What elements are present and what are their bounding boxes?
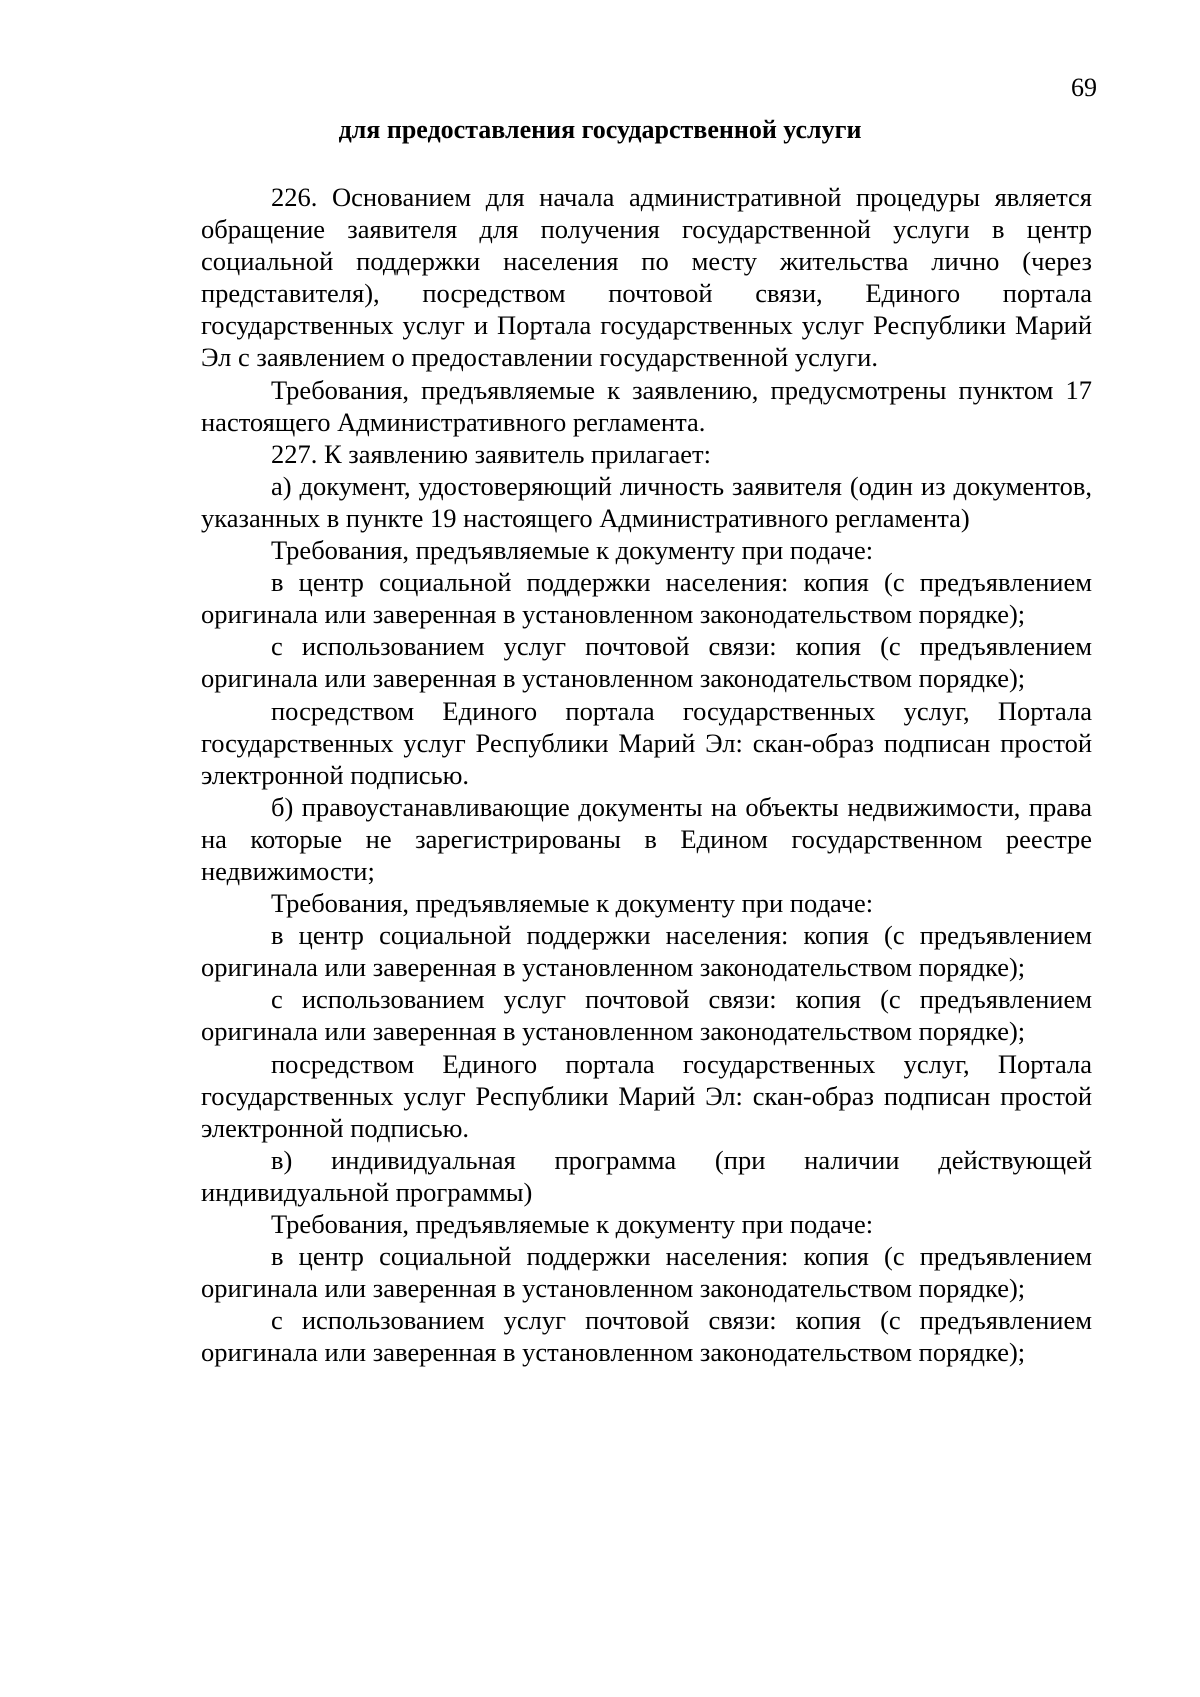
requirement-portal-b: посредством Единого портала государственных услуг, Портала государственных услуг Республики Марий Эл: скан-образ подписан простой электронной подписью. xyxy=(201,1048,1092,1143)
paragraph-227: 227. К заявлению заявитель прилагает: xyxy=(271,438,711,469)
paragraph-226: 226. Основанием для начала административной процедуры является обращение заявителя для получения государственной услуги в центр социальной поддержки населения по месту жительства лично (через представителя), посредством почтовой связи, Единого портала государственных услуг и Портала государственных услуг Республики Марий Эл с заявлением о предоставлении государственной услуги. xyxy=(201,182,1092,373)
requirement-center-b: в центр социальной поддержки населения: копия (с предъявлением оригинала или заверенная в установленном законодательством порядке); xyxy=(201,920,1092,983)
requirement-post-a: с использованием услуг почтовой связи: копия (с предъявлением оригинала или заверенная в установленном законодательством порядке); xyxy=(201,631,1092,694)
requirement-post-b: с использованием услуг почтовой связи: копия (с предъявлением оригинала или заверенная в установленном законодательством порядке); xyxy=(201,984,1092,1047)
page-number: 69 xyxy=(1071,73,1097,102)
list-item-v: в) индивидуальная программа (при наличии действующей индивидуальной программы) xyxy=(201,1144,1092,1207)
section-heading: для предоставления государственной услуги xyxy=(338,115,862,144)
requirement-post-v: с использованием услуг почтовой связи: копия (с предъявлением оригинала или заверенная в установленном законодательством порядке); xyxy=(201,1305,1092,1368)
requirement-portal-a: посредством Единого портала государственных услуг, Портала государственных услуг Республики Марий Эл: скан-образ подписан простой электронной подписью. xyxy=(201,695,1092,790)
list-item-b: б) правоустанавливающие документы на объекты недвижимости, права на которые не зарегистрированы в Едином государственном реестре недвижимости; xyxy=(201,791,1092,886)
paragraph-application-requirements: Требования, предъявляемые к заявлению, предусмотрены пунктом 17 настоящего Административного регламента. xyxy=(201,374,1092,437)
list-item-a: а) документ, удостоверяющий личность заявителя (один из документов, указанных в пункте 19 настоящего Административного регламента) xyxy=(201,470,1092,533)
requirement-center-v: в центр социальной поддержки населения: копия (с предъявлением оригинала или заверенная в установленном законодательством порядке); xyxy=(201,1241,1092,1304)
requirements-heading-a: Требования, предъявляемые к документу при подаче: xyxy=(271,535,874,566)
requirements-heading-b: Требования, предъявляемые к документу при подаче: xyxy=(271,888,874,919)
document-body xyxy=(201,181,1092,1368)
requirements-heading-v: Требования, предъявляемые к документу при подаче: xyxy=(271,1209,874,1239)
requirement-center-a: в центр социальной поддержки населения: копия (с предъявлением оригинала или заверенная в установленном законодательством порядке); xyxy=(201,567,1092,630)
